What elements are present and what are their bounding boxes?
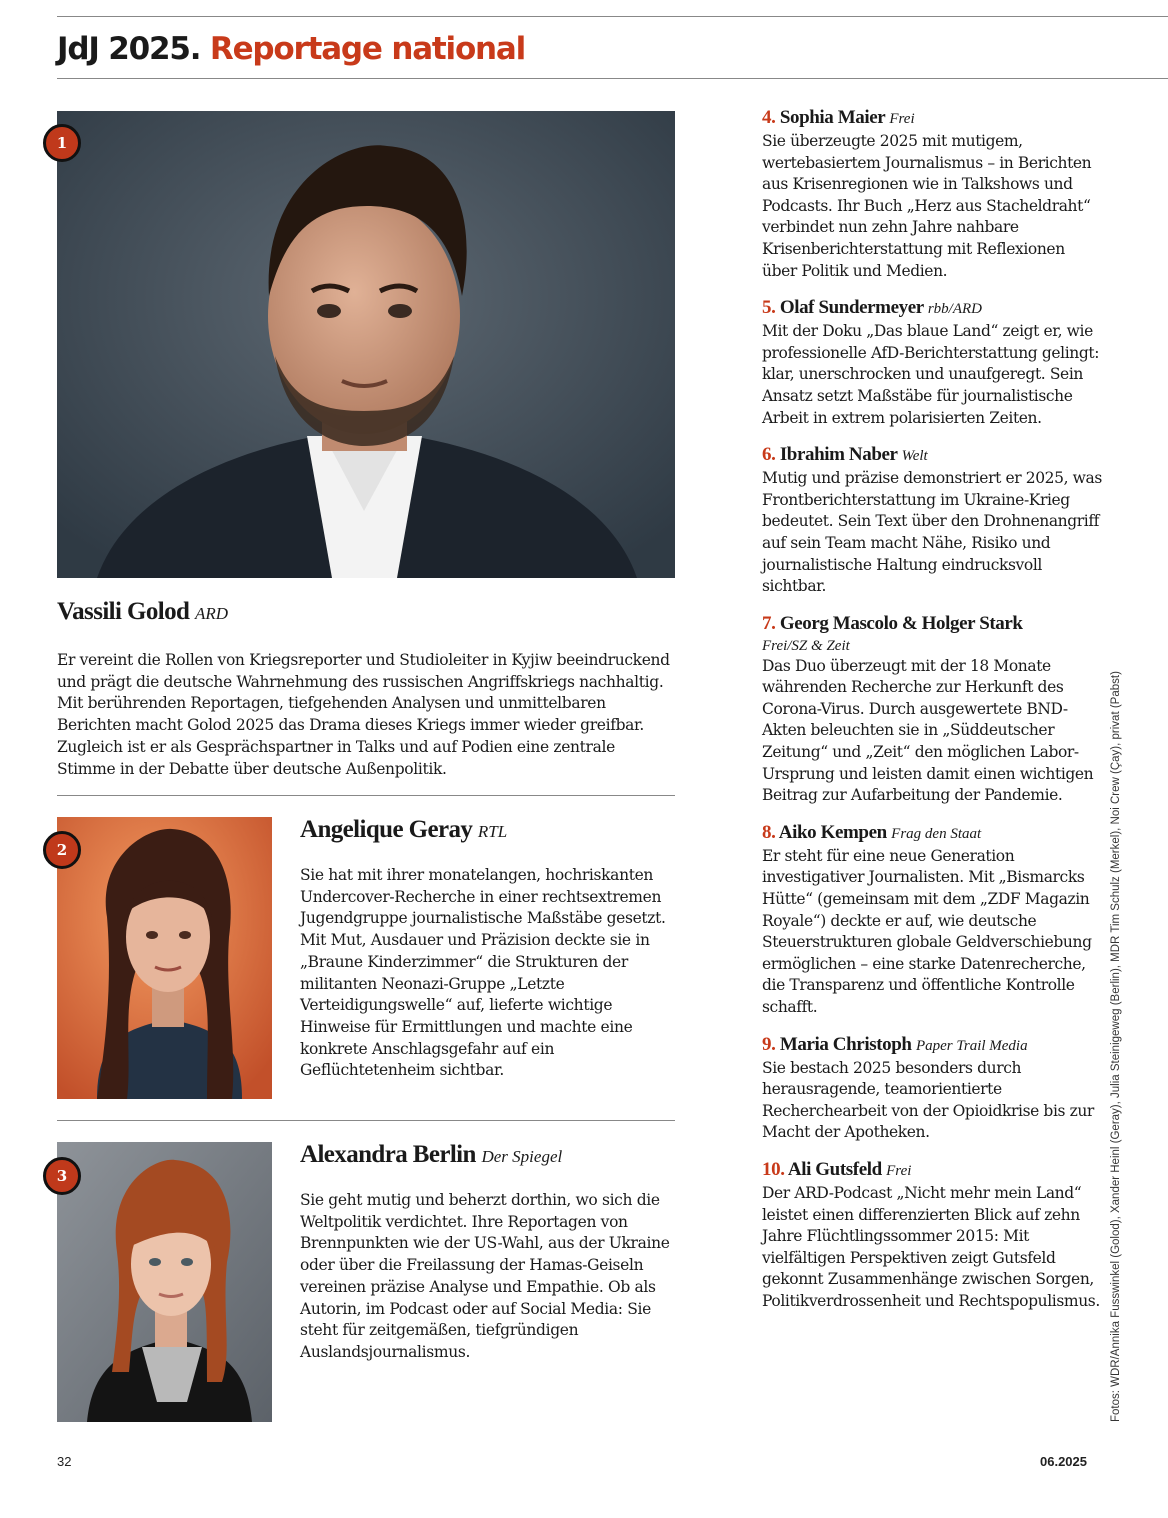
- featured-text-1: Er vereint die Rollen von Kriegsreporter und Studioleiter in Kyjiw beeindruckend und prägt die deutsche Wahrnehmung des russischen Angriffskriegs nachhaltig. Mit berührenden Reportagen, tiefgehenden Analysen und unmittelbaren Berichten macht Golod 2025 das Drama dieses Kriegs immer wieder greifbar. Zugleich ist er als Gesprächspartner in Talks und auf Podien eine zentrale Stimme in der Debatte über deutsche Außenpolitik.: [57, 651, 670, 778]
- entry-num: 5.: [762, 297, 776, 319]
- portrait-photo-2: [57, 817, 272, 1099]
- entry-name: Olaf Sundermeyer: [779, 297, 924, 319]
- section-rule: [57, 78, 1168, 79]
- rank-badge-2: 2: [43, 831, 81, 869]
- entry-name: Aiko Kempen: [778, 821, 887, 843]
- entry-outlet: Frag den Staat: [891, 825, 982, 842]
- photo-credits: Fotos: WDR/Annika Fusswinkel (Golod), Xander Heinl (Geray), Julia Steinigeweg (Berlin), MDR Tim Schulz (Merkel), Noi Crew (Çay), privat (Pabst): [1110, 671, 1122, 1422]
- portrait-photo-3: [57, 1142, 272, 1422]
- divider-2: [57, 1120, 675, 1121]
- entry-outlet: rbb/ARD: [927, 301, 982, 318]
- entry-num: 7.: [762, 612, 776, 634]
- entry-text: Das Duo überzeugt mit der 18 Monate währenden Recherche zur Herkunft des Corona-Virus. Durch ausgewertete BND-Akten beleuchten sie in „Süddeutscher Zeitung“ und „Zeit“ den möglichen Labor-Ursprung und leisten damit einen wichtigen Beitrag zur Aufarbeitung der Pandemie.: [762, 656, 1094, 805]
- featured-text-3: Sie geht mutig und beherzt dorthin, wo sich die Weltpolitik verdichtet. Ihre Reportagen von Brennpunkten wie der US-Wahl, aus der Ukraine oder über die Freilassung der Hamas-Geiseln vereinen präzise Analyse und Empathie. Ob als Autorin, im Podcast oder auf Social Media: Sie steht für zeitgemäßen, tiefgründigen Auslandsjournalismus.: [300, 1191, 670, 1361]
- list-item-4: [762, 106, 1102, 282]
- title-prefix: JdJ 2025.: [57, 31, 201, 67]
- divider-1: [57, 795, 675, 796]
- featured-name-2: [300, 815, 507, 847]
- entry-head: [762, 612, 1102, 636]
- entry-outlet: Welt: [901, 448, 928, 465]
- entry-head: [762, 821, 1102, 846]
- outlet-text: Der Spiegel: [481, 1147, 563, 1166]
- top-rule: [57, 16, 1168, 17]
- entry-head: [762, 1158, 1102, 1183]
- entry-outlet: Frei: [889, 111, 915, 127]
- entry-num: 9.: [762, 1033, 776, 1055]
- entry-num: 10.: [762, 1158, 785, 1180]
- featured-name-1: [57, 597, 228, 629]
- portrait-photo-1: [57, 111, 675, 578]
- ranked-list: [762, 106, 1102, 1327]
- entry-text: Mutig und präzise demonstriert er 2025, was Frontberichterstattung im Ukraine-Krieg bedeutet. Sein Text über den Drohnenangriff auf sein Team macht Nähe, Risiko und journalistische Haltung eindrucksvoll sichtbar.: [762, 469, 1102, 596]
- issue-label: 06.2025: [1040, 1454, 1087, 1469]
- outlet-text: RTL: [477, 822, 508, 841]
- featured-name-3: [300, 1140, 562, 1172]
- outlet-text: ARD: [194, 604, 229, 623]
- title-section: Reportage national: [209, 31, 526, 67]
- entry-num: 4.: [762, 107, 776, 128]
- featured-text-2: Sie hat mit ihrer monatelangen, hochriskanten Undercover-Recherche in einer rechtsextremen Jugendgruppe journalistische Maßstäbe gesetzt. Mit Mut, Ausdauer und Präzision deckte sie in „Braune Kinderzimmer“ die Strukturen der militanten Neonazi-Gruppe „Letzte Verteidigungswelle“ auf, lieferte wichtige Hinweise für Ermittlungen und machte eine konkrete Anschlagsgefahr auf ein Geflüchtetenheim sichtbar.: [300, 866, 666, 1080]
- page-number: 32: [57, 1454, 72, 1469]
- entry-name: Maria Christoph: [779, 1033, 912, 1055]
- entry-outlet: Paper Trail Media: [915, 1037, 1028, 1054]
- entry-name: Georg Mascolo & Holger Stark: [779, 612, 1023, 634]
- list-item-6: [762, 443, 1102, 598]
- entry-text: Sie bestach 2025 besonders durch herausragende, teamorientierte Recherchearbeit von der Opioidkrise bis zur Macht der Apotheken.: [762, 1058, 1094, 1142]
- entry-num: 6.: [762, 444, 776, 466]
- entry-text: Mit der Doku „Das blaue Land“ zeigt er, wie professionelle AfD-Berichterstattung gelingt: klar, unerschrocken und unaufgeregt. Sein Ansatz setzt Maßstäbe für journalistische Arbeit in extrem polarisierten Zeiten.: [762, 322, 1100, 427]
- entry-outlet: Frei: [886, 1162, 912, 1179]
- page-title: [57, 28, 525, 70]
- entry-head: [762, 443, 1102, 468]
- entry-num: 8.: [762, 821, 776, 843]
- entry-outlet: Frei/SZ & Zeit: [762, 637, 850, 654]
- entry-text: Sie überzeugte 2025 mit mutigem, wertebasiertem Journalismus – in Berichten aus Krisenregionen wie in Talkshows und Podcasts. Ihr Buch „Herz aus Stacheldraht“ verbindet nun zehn Jahre nahbare Krisenberichterstattung mit Reflexionen über Politik und Medien.: [762, 132, 1092, 280]
- name-text: Vassili Golod: [57, 598, 190, 625]
- entry-head: [762, 296, 1102, 321]
- list-item-8: [762, 821, 1102, 1019]
- list-item-9: [762, 1033, 1102, 1144]
- entry-head: [762, 1033, 1102, 1058]
- name-text: Angelique Geray: [300, 816, 473, 843]
- name-text: Alexandra Berlin: [300, 1141, 476, 1168]
- entry-name: Sophia Maier: [779, 107, 885, 128]
- entry-text: Der ARD-Podcast „Nicht mehr mein Land“ leistet einen differenzierten Blick auf zehn Jahre Flüchtlingssommer 2015: Mit vielfältigen Perspektiven zeigt Gutsfeld gekonnt Zusammenhänge zwischen Sorgen, Politikverdrossenheit und Rechtspopulismus.: [762, 1183, 1100, 1310]
- entry-text: Er steht für eine neue Generation investigativer Journalisten. Mit „Bismarcks Hütte“ (gemeinsam mit dem „ZDF Magazin Royale“) deckte er auf, wie deutsche Steuerstrukturen globale Geldverschiebung ermöglichen – eine starke Datenrecherche, die Transparenz und öffentliche Kontrolle schafft.: [762, 846, 1092, 1016]
- list-item-10: [762, 1158, 1102, 1313]
- list-item-7: [762, 612, 1102, 807]
- rank-badge-3: 3: [43, 1157, 81, 1195]
- entry-head: [762, 106, 1102, 131]
- entry-name: Ibrahim Naber: [779, 444, 898, 466]
- entry-name: Ali Gutsfeld: [787, 1158, 882, 1180]
- list-item-5: [762, 296, 1102, 429]
- rank-badge-1: 1: [43, 124, 81, 162]
